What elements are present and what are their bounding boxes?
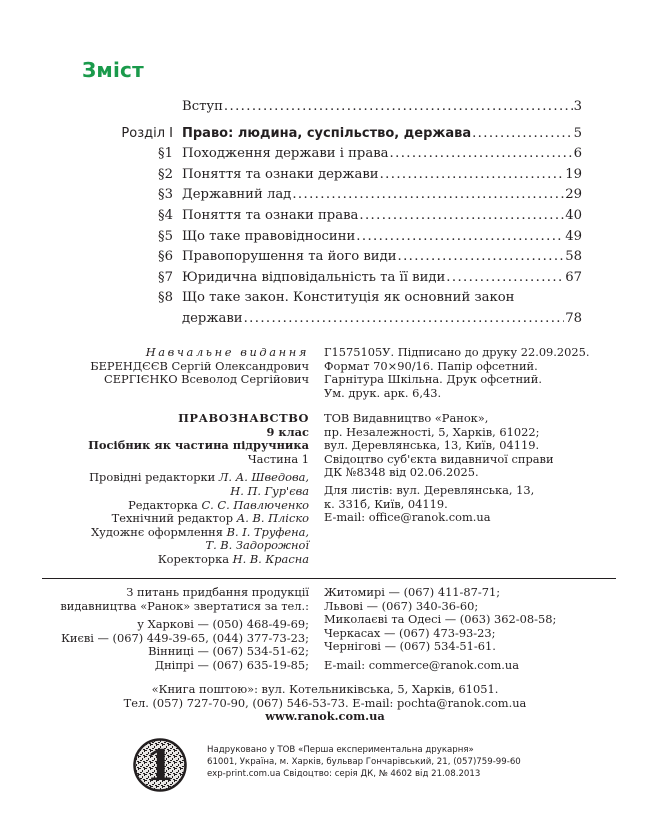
sales-phone: Черкасах — (067) 473-93-23; xyxy=(324,625,496,640)
credit-line xyxy=(40,553,309,567)
author: СЕРГІЄНКО Всеволод Сергійович xyxy=(104,372,309,387)
toc-number: §5 xyxy=(158,228,173,244)
toc-section-label: Розділ І xyxy=(121,125,173,141)
credit-line xyxy=(40,471,309,485)
printer-line: Надруковано у ТОВ «Перша експериментальна друкарня» xyxy=(207,745,474,755)
print-info-line: Формат 70×90/16. Папір офсетний. xyxy=(324,358,538,373)
credit-role: Коректорка xyxy=(157,551,230,566)
book-part: Частина 1 xyxy=(247,451,309,466)
toc-page: 29 xyxy=(565,187,582,203)
toc-page: 58 xyxy=(565,249,582,265)
edition-type: Навчальне видання xyxy=(145,345,309,359)
toc-title: Державний лад xyxy=(182,187,292,203)
toc-title-wrap xyxy=(182,144,574,165)
toc-title: Що таке закон. Конституція як основний закон xyxy=(182,290,515,306)
toc-title-wrap xyxy=(182,185,565,206)
toc-number: §7 xyxy=(158,269,173,285)
toc-title: Поняття та ознаки держави xyxy=(182,166,379,182)
toc-title-wrap xyxy=(182,97,574,118)
toc-number: §6 xyxy=(158,249,173,265)
toc-entry[interactable] xyxy=(100,288,582,309)
toc-title-wrap xyxy=(182,227,565,248)
page-title: Зміст xyxy=(82,58,144,82)
toc-title-wrap xyxy=(182,165,565,186)
toc-leader-dots xyxy=(446,268,564,289)
sales-phone: Миколаєві та Одесі — (063) 362-08-58; xyxy=(324,612,557,627)
book-subtitle: Посібник як частина підручника xyxy=(88,438,309,453)
credit-line xyxy=(40,526,309,540)
toc-number: §8 xyxy=(158,290,173,306)
credit-name: С. С. Павлюченко xyxy=(201,497,309,512)
credit-name: Т. В. Задорожної xyxy=(205,538,309,553)
toc-entry-continuation[interactable] xyxy=(100,309,582,330)
toc-title: Правопорушення та його види xyxy=(182,249,397,265)
publisher-line: ДК №8348 від 02.06.2025. xyxy=(324,465,479,480)
publisher-line: пр. Незалежності, 5, Харків, 61022; xyxy=(324,424,540,439)
credit-name: А. В. Пліско xyxy=(236,511,309,526)
sales-phone: Дніпрі — (067) 635-19-85; xyxy=(154,657,309,672)
sales-phone: Вінниці — (067) 534-51-62; xyxy=(148,644,309,659)
sales-right xyxy=(324,586,624,673)
toc-page: 78 xyxy=(565,310,582,326)
mail-order-line: Тел. (057) 727-70-90, (067) 546-53-73. E-mail: pochta@ranok.com.ua xyxy=(123,695,527,710)
toc-title-wrap xyxy=(182,124,574,145)
sales-left xyxy=(40,586,309,673)
toc-title: держави xyxy=(182,310,243,326)
credit-line xyxy=(40,499,309,513)
toc-leader-dots xyxy=(359,206,564,227)
toc-entry[interactable] xyxy=(100,185,582,206)
publisher-line: ТОВ Видавництво «Ранок», xyxy=(324,411,489,425)
credit-line xyxy=(40,485,309,499)
publisher-info xyxy=(324,412,624,525)
author: БЕРЕНДЄЄВ Сергій Олександрович xyxy=(90,358,309,373)
mail-order-line: «Книга поштою»: вул. Котельниківська, 5, Харків, 61051. xyxy=(151,682,499,696)
credit-role: Провідні редакторки xyxy=(89,470,216,485)
printer-logo xyxy=(133,738,187,792)
toc-title-wrap xyxy=(182,206,565,227)
toc-page: 67 xyxy=(565,269,582,285)
toc-page: 19 xyxy=(565,166,582,182)
toc-entry-section[interactable] xyxy=(100,124,582,145)
toc-leader-dots xyxy=(292,185,564,206)
credit-role: Редакторка xyxy=(128,497,198,512)
toc-title-wrap xyxy=(182,268,565,289)
toc-title-wrap xyxy=(182,309,565,330)
credit-role: Технічний редактор xyxy=(111,511,234,526)
credit-line xyxy=(40,539,309,553)
sales-phone: Житомирі — (067) 411-87-71; xyxy=(324,585,501,599)
toc-entry[interactable] xyxy=(100,247,582,268)
credit-name: Л. А. Шведова, xyxy=(218,470,309,485)
toc-leader-dots xyxy=(356,227,564,248)
toc-number: §1 xyxy=(158,146,173,162)
credit-role: Художнє оформлення xyxy=(91,524,223,539)
sales-phone: у Харкові — (050) 468-49-69; xyxy=(137,617,309,632)
book-grade: 9 клас xyxy=(266,424,309,439)
commerce-email[interactable]: E-mail: commerce@ranok.com.ua xyxy=(324,657,519,672)
printer-line: 61001, Україна, м. Харків, бульвар Гончарівський, 21, (057)759-99-60 xyxy=(207,757,521,768)
print-info-line: Гарнітура Шкільна. Друк офсетний. xyxy=(324,372,542,387)
credit-name: Н. П. Гур'єва xyxy=(230,483,309,498)
print-info xyxy=(324,346,624,400)
credit-line xyxy=(40,512,309,526)
sales-intro-line: видавництва «Ранок» звертатися за тел.: xyxy=(60,598,309,613)
toc-number: §2 xyxy=(158,166,173,182)
toc-entry-intro[interactable] xyxy=(100,97,582,118)
toc-title: Юридична відповідальність та її види xyxy=(182,269,446,285)
sales-phone: Чернігові — (067) 534-51-61. xyxy=(324,639,496,654)
toc-leader-dots xyxy=(224,97,573,118)
book-title: ПРАВОЗНАВСТВО xyxy=(178,411,309,425)
printer-line: exp-print.com.ua Свідоцтво: серія ДК, № 4602 від 21.08.2013 xyxy=(207,769,481,780)
logo-numeral: 1 xyxy=(145,741,175,790)
credit-name: Н. В. Красна xyxy=(232,551,309,566)
toc-entry[interactable] xyxy=(100,206,582,227)
divider xyxy=(42,578,616,579)
office-email[interactable]: E-mail: office@ranok.com.ua xyxy=(324,510,491,525)
toc-section-title: Право: людина, суспільство, держава xyxy=(182,125,472,141)
toc-leader-dots xyxy=(390,144,573,165)
letters-address-line: Для листів: вул. Деревлянська, 13, xyxy=(324,482,535,497)
toc-title: Що таке правовідносини xyxy=(182,228,356,244)
sales-phone: Львові — (067) 340-36-60; xyxy=(324,598,479,613)
mail-order-info xyxy=(60,683,590,724)
toc-number: §3 xyxy=(158,187,173,203)
publisher-line: Свідоцтво суб'єкта видавничої справи xyxy=(324,451,554,466)
sales-phone: Києві — (067) 449-39-65, (044) 377-73-23; xyxy=(61,630,309,645)
toc-leader-dots xyxy=(244,309,565,330)
toc-number: §4 xyxy=(158,207,173,223)
imprint-title-block xyxy=(40,412,309,567)
sales-intro-line: З питань придбання продукції xyxy=(126,585,309,599)
toc-leader-dots xyxy=(472,124,573,145)
print-info-line: Ум. друк. арк. 6,43. xyxy=(324,385,442,400)
table-of-contents xyxy=(100,97,582,330)
toc-entry[interactable] xyxy=(100,165,582,186)
toc-page: 49 xyxy=(565,228,582,244)
toc-leader-dots xyxy=(380,165,565,186)
toc-title-wrap xyxy=(182,247,565,268)
toc-page: 3 xyxy=(573,99,582,114)
toc-page: 5 xyxy=(573,125,582,141)
toc-title: Вступ xyxy=(182,99,223,114)
website-link[interactable]: www.ranok.com.ua xyxy=(265,709,385,724)
letters-address-line: к. 331б, Київ, 04119. xyxy=(324,496,448,511)
toc-entry[interactable] xyxy=(100,144,582,165)
toc-title: Походження держави і права xyxy=(182,146,389,162)
toc-page: 40 xyxy=(565,207,582,223)
toc-leader-dots xyxy=(398,247,565,268)
toc-title: Поняття та ознаки права xyxy=(182,207,359,223)
publisher-line: вул. Деревлянська, 13, Київ, 04119. xyxy=(324,438,540,453)
toc-page: 6 xyxy=(573,146,582,162)
printer-info xyxy=(207,744,521,781)
toc-entry[interactable] xyxy=(100,227,582,248)
toc-entry[interactable] xyxy=(100,268,582,289)
print-info-line: Г1575105У. Підписано до друку 22.09.2025. xyxy=(324,345,590,359)
toc-title-wrap xyxy=(182,288,582,309)
credit-name: В. І. Труфена, xyxy=(226,524,309,539)
imprint-authors xyxy=(40,346,309,387)
